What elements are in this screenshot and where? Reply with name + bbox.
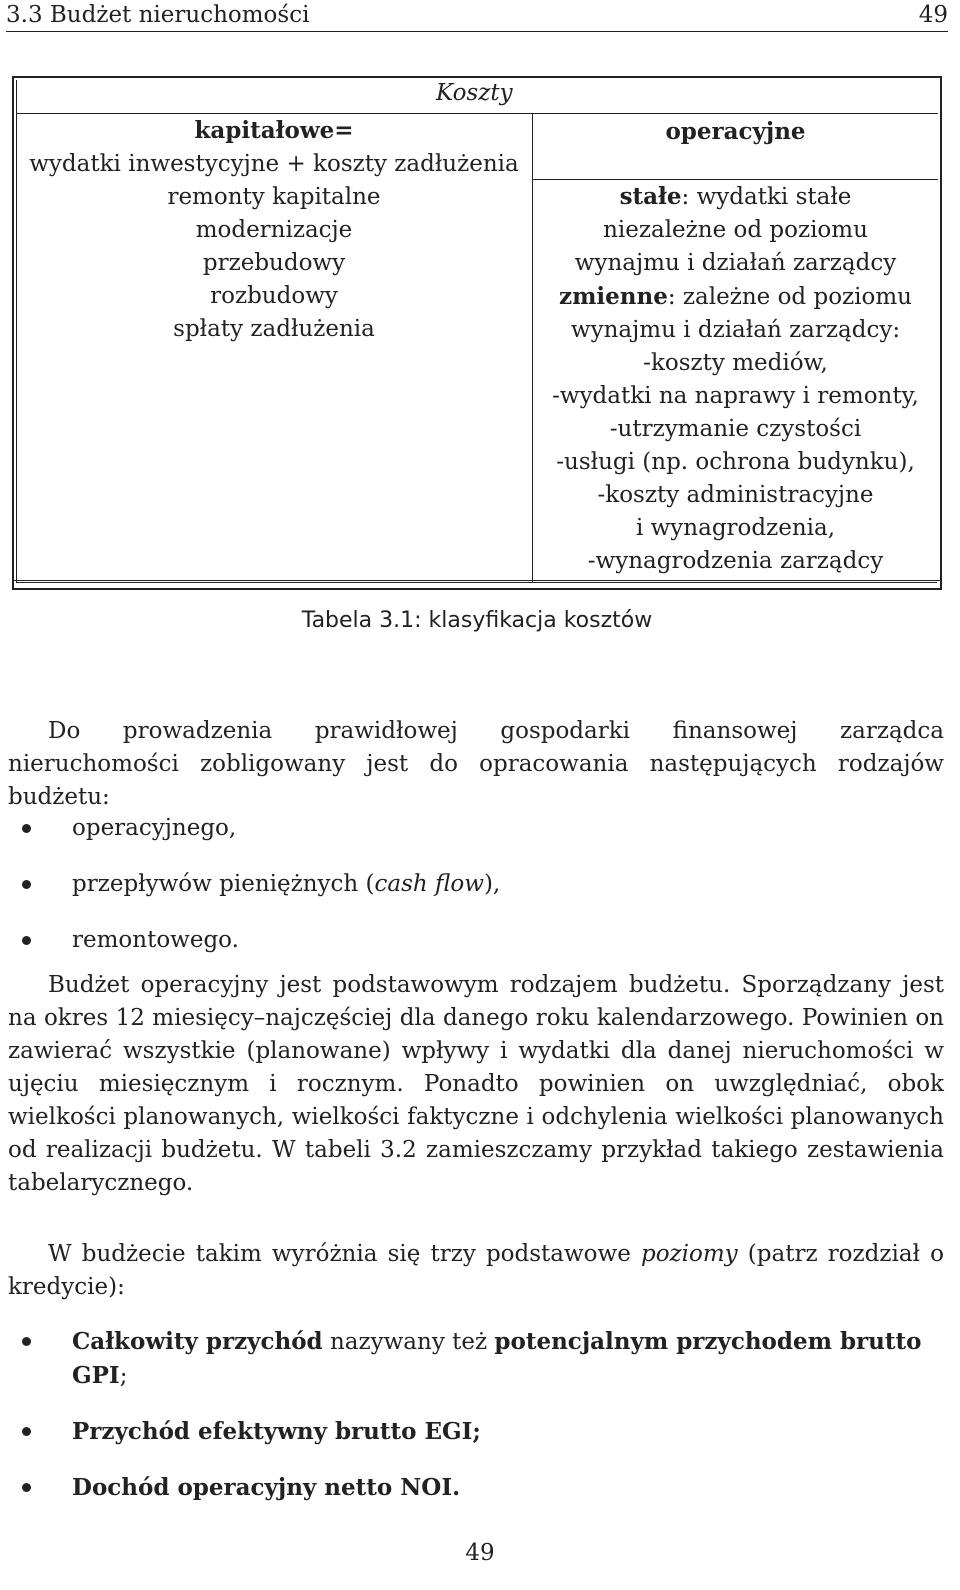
bullet-icon [22,1483,31,1492]
variable-item: -koszty mediów, [643,350,828,376]
paragraph-intro: Do prowadzenia prawidłowej gospodarki finansowej zarządca nieruchomości zobligowany jest do opracowania następujących rodzajów budżetu: [8,718,944,810]
variable-item: -wynagrodzenia zarządcy [587,548,884,574]
list-item: Całkowity przychód nazywany też potencjalnym przychodem brutto GPI; [8,1325,944,1393]
section-title: 3.3 Budżet nieruchomości [6,2,310,28]
footer-page-number: 49 [465,1540,495,1566]
table-group-heading: Koszty [436,80,513,106]
paragraph-operating-budget: Budżet operacyjny jest podstawowym rodzajem budżetu. Sporządzany jest na okres 12 miesięcy–najczęściej dla danego roku kalendarzowego. Powinien on zawierać wszystkie (planowane) wpływy i wydatki dla danej nieruchomości w ujęciu miesięcznym i rocznym. Ponadto powinien on uwzględniać, obok wielkości planowanych, wielkości faktyczne i odchylenia wielkości planowanych od realizacji budżetu. W tabeli 3.2 zamieszczamy przykład takiego zestawienia tabelarycznego. [8,972,944,1196]
capital-item: przebudowy [202,250,346,276]
list-item: Przychód efektywny brutto EGI; [8,1415,944,1449]
capital-item: spłaty zadłużenia [173,316,375,342]
bullet-icon [22,824,31,833]
operating-costs-heading: operacyjne [665,118,806,145]
table-caption: Tabela 3.1: klasyfikacja kosztów [301,608,653,633]
variable-costs-line: wynajmu i działań zarządcy: [570,317,901,343]
right-column [533,114,938,578]
list-item: przepływów pieniężnych (cash flow), [8,856,944,912]
table-bottom-rule [12,580,942,581]
variable-item: -utrzymanie czystości [609,416,862,442]
running-header [6,0,948,32]
bullet-icon [22,1427,31,1436]
paragraph-levels: W budżecie takim wyróżnia się trzy podstawowe poziomy (patrz rozdział o kredycie): [8,1241,944,1300]
list-item: remontowego. [8,912,944,968]
header-page-number: 49 [918,2,948,28]
capital-item: modernizacje [195,217,353,243]
capital-item: rozbudowy [210,283,338,309]
variable-item: -wydatki na naprawy i remonty, [552,383,919,409]
variable-costs-line: zmienne: zależne od poziomu [559,283,912,310]
bullet-icon [22,936,31,945]
bullet-icon [22,1337,31,1346]
list-item: operacyjnego, [8,800,944,856]
capital-costs-heading: kapitałowe= [194,117,354,144]
budget-levels-list [8,1325,944,1505]
variable-item: i wynagrodzenia, [635,515,836,541]
fixed-costs-line: niezależne od poziomu [603,217,868,243]
variable-item: -koszty administracyjne [597,482,874,508]
bullet-icon [22,880,31,889]
capital-costs-definition: wydatki inwestycyjne + koszty zadłużenia [29,151,519,177]
budget-types-list [8,800,944,968]
list-item: Dochód operacyjny netto NOI. [8,1471,944,1505]
variable-item: -usługi (np. ochrona budynku), [556,449,915,475]
capital-item: remonty kapitalne [167,184,381,210]
left-column [16,114,532,346]
fixed-costs-line: stałe: wydatki stałe [619,183,852,210]
fixed-costs-line: wynajmu i działań zarządcy [574,250,897,276]
